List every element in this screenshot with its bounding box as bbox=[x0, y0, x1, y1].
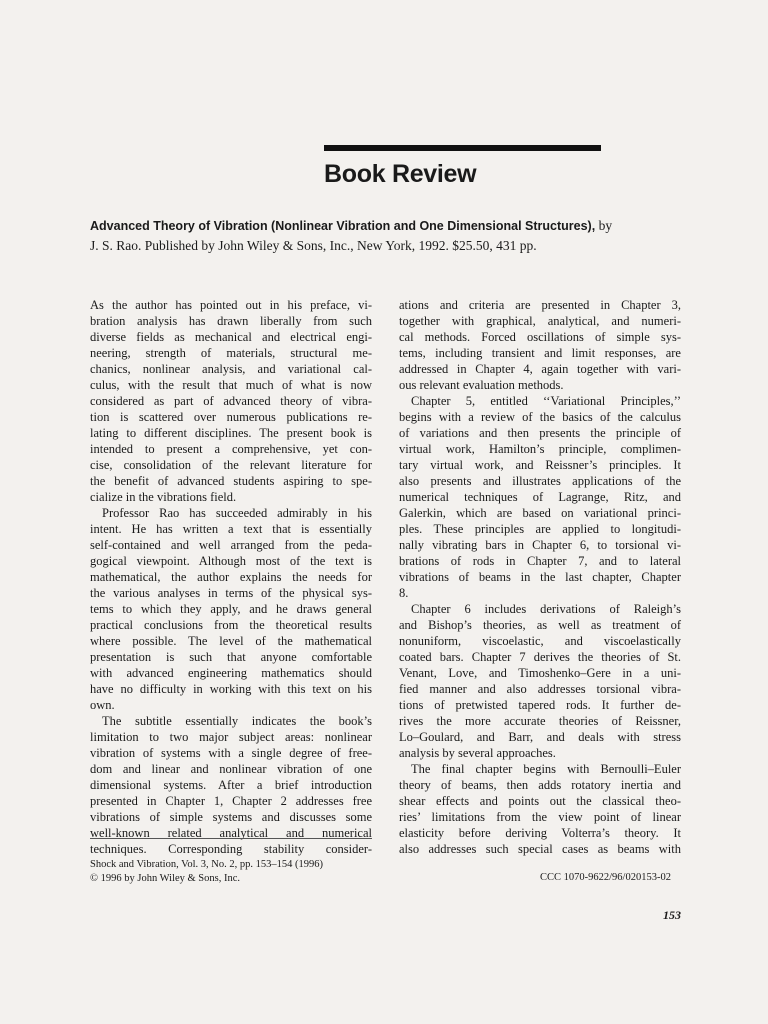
book-title: Advanced Theory of Vibration (Nonlinear Vibration and One Dimensional Structures), bbox=[90, 219, 596, 233]
right-line: tary virtual work, and Reissner’s principles. It bbox=[399, 458, 681, 472]
footnote-rule bbox=[90, 838, 372, 839]
right-line: vibrations of beams in the last chapter, Chapter bbox=[399, 570, 681, 584]
left-line: practical conclusions from the theoretical results bbox=[90, 618, 372, 632]
left-line: intended to present a comprehensive, yet con- bbox=[90, 442, 372, 456]
right-line: rives the more accurate theories of Reissner, bbox=[399, 714, 681, 728]
left-line: gogical viewpoint. Although most of the text is bbox=[90, 554, 372, 568]
right-line: ous relevant evaluation methods. bbox=[399, 378, 564, 392]
copyright-notice: © 1996 by John Wiley & Sons, Inc. bbox=[90, 873, 240, 884]
right-line: Venant, Love, and Timoshenko–Gere in a uni- bbox=[399, 666, 681, 680]
right-line: also presents and illustrates applications of the bbox=[399, 474, 681, 488]
left-line: cise, consolidation of the relevant literature for bbox=[90, 458, 372, 472]
right-line: numerical techniques of Lagrange, Ritz, and bbox=[399, 490, 681, 504]
left-line: have no difficulty in working with this text on his bbox=[90, 682, 372, 696]
left-line: tion is scattered over numerous publications re- bbox=[90, 410, 372, 424]
left-line: neering, strength of materials, structural me- bbox=[90, 346, 372, 360]
right-line: Chapter 6 includes derivations of Raleigh’s bbox=[411, 602, 681, 616]
right-line: begins with a review of the basics of the calculus bbox=[399, 410, 681, 424]
right-line: The final chapter begins with Bernoulli–Euler bbox=[411, 762, 681, 776]
right-line: of variations and then presents the principle of bbox=[399, 426, 681, 440]
right-line: ples. These principles are applied to longitudi- bbox=[399, 522, 681, 536]
left-line: self-contained and well arranged from the peda- bbox=[90, 538, 372, 552]
left-line: The subtitle essentially indicates the book’s bbox=[102, 714, 372, 728]
right-column bbox=[399, 297, 681, 857]
right-line: theory of beams, then adds rotatory inertia and bbox=[399, 778, 681, 792]
right-line: nally vibrating bars in Chapter 6, to torsional vi- bbox=[399, 538, 681, 552]
right-line: brations of rods in Chapter 7, and to lateral bbox=[399, 554, 681, 568]
right-line: addressed in Chapter 4, again together with vari- bbox=[399, 362, 681, 376]
left-line: vibration of systems with a single degree of free- bbox=[90, 746, 372, 760]
right-line: ries’ limitations from the view point of linear bbox=[399, 810, 681, 824]
left-line: limitation to two major subject areas: nonlinear bbox=[90, 730, 372, 744]
right-line: ations and criteria are presented in Chapter 3, bbox=[399, 298, 681, 312]
page-number: 153 bbox=[663, 908, 681, 922]
left-line: considered as part of advanced theory of vibra- bbox=[90, 394, 372, 408]
right-line: analysis by several approaches. bbox=[399, 746, 556, 760]
left-line: lating to different disciplines. The present book is bbox=[90, 426, 372, 440]
left-line: presented in Chapter 1, Chapter 2 addresses free bbox=[90, 794, 372, 808]
right-line: nonuniform, viscoelastic, and viscoelastically bbox=[399, 634, 681, 648]
left-column bbox=[90, 297, 372, 857]
left-line: where possible. The level of the mathematical bbox=[90, 634, 372, 648]
right-line: together with graphical, analytical, and numeri- bbox=[399, 314, 681, 328]
left-line: dimensional systems. After a brief introduction bbox=[90, 778, 372, 792]
citation-line-2: J. S. Rao. Published by John Wiley & Sons, Inc., New York, 1992. $25.50, 431 pp. bbox=[90, 238, 537, 253]
right-line: tions of pretwisted tapered rods. It further de- bbox=[399, 698, 681, 712]
left-line: own. bbox=[90, 698, 115, 712]
page-title: Book Review bbox=[324, 160, 477, 188]
left-line: the various analyses in terms of the physical sys- bbox=[90, 586, 372, 600]
right-line: Chapter 5, entitled ‘‘Variational Principles,’’ bbox=[411, 394, 681, 408]
right-line: fied manner and also addresses torsional vibra- bbox=[399, 682, 681, 696]
right-line: elasticity before deriving Volterra’s theory. It bbox=[399, 826, 681, 840]
journal-citation: Shock and Vibration, Vol. 3, No. 2, pp. 153–154 (1996) bbox=[90, 859, 323, 870]
left-line: presentation is such that anyone comfortable bbox=[90, 650, 372, 664]
left-line: chanics, nonlinear analysis, and variational cal- bbox=[90, 362, 372, 376]
title-rule bbox=[324, 145, 601, 151]
right-line: 8. bbox=[399, 586, 409, 600]
right-line: tems, including transient and limit responses, are bbox=[399, 346, 681, 360]
left-line: bration analysis has drawn liberally from such bbox=[90, 314, 372, 328]
left-line: vibrations of simple systems and discusses some bbox=[90, 810, 372, 824]
right-line: coated bars. Chapter 7 derives the theories of St. bbox=[399, 650, 681, 664]
right-line: shear effects and points out the classical theo- bbox=[399, 794, 681, 808]
citation-line-1 bbox=[90, 216, 690, 236]
left-line: the benefit of advanced students aspiring to spe- bbox=[90, 474, 372, 488]
left-line: intent. He has written a text that is essentially bbox=[90, 522, 372, 536]
right-line: cal methods. Forced oscillations of simple sys- bbox=[399, 330, 681, 344]
right-line: also addresses such special cases as beams with bbox=[399, 842, 681, 856]
left-line: with advanced engineering mathematics should bbox=[90, 666, 372, 680]
right-line: virtual work, Hamilton’s principle, complimen- bbox=[399, 442, 681, 456]
right-line: Lo–Goulard, and Barr, and deals with stress bbox=[399, 730, 681, 744]
right-line: Galerkin, which are based on variational princi- bbox=[399, 506, 681, 520]
left-line: dom and linear and nonlinear vibration of one bbox=[90, 762, 372, 776]
left-line: mathematical, the author explains the needs for bbox=[90, 570, 372, 584]
left-line: techniques. Corresponding stability consider- bbox=[90, 842, 372, 856]
left-line: well-known related analytical and numerical bbox=[90, 826, 372, 840]
ccc-code: CCC 1070-9622/96/020153-02 bbox=[540, 872, 671, 883]
citation-by: by bbox=[595, 218, 613, 233]
left-line: cialize in the vibrations field. bbox=[90, 490, 237, 504]
journal-footer bbox=[90, 858, 323, 886]
right-line: and Bishop’s theories, as well as treatment of bbox=[399, 618, 681, 632]
left-line: culus, with the result that much of what is now bbox=[90, 378, 372, 392]
book-citation bbox=[90, 216, 690, 256]
left-line: As the author has pointed out in his preface, vi- bbox=[90, 298, 372, 312]
left-line: diverse fields as mechanical and electrical engi- bbox=[90, 330, 372, 344]
left-line: tems to which they apply, and he draws general bbox=[90, 602, 372, 616]
left-line: Professor Rao has succeeded admirably in his bbox=[102, 506, 372, 520]
